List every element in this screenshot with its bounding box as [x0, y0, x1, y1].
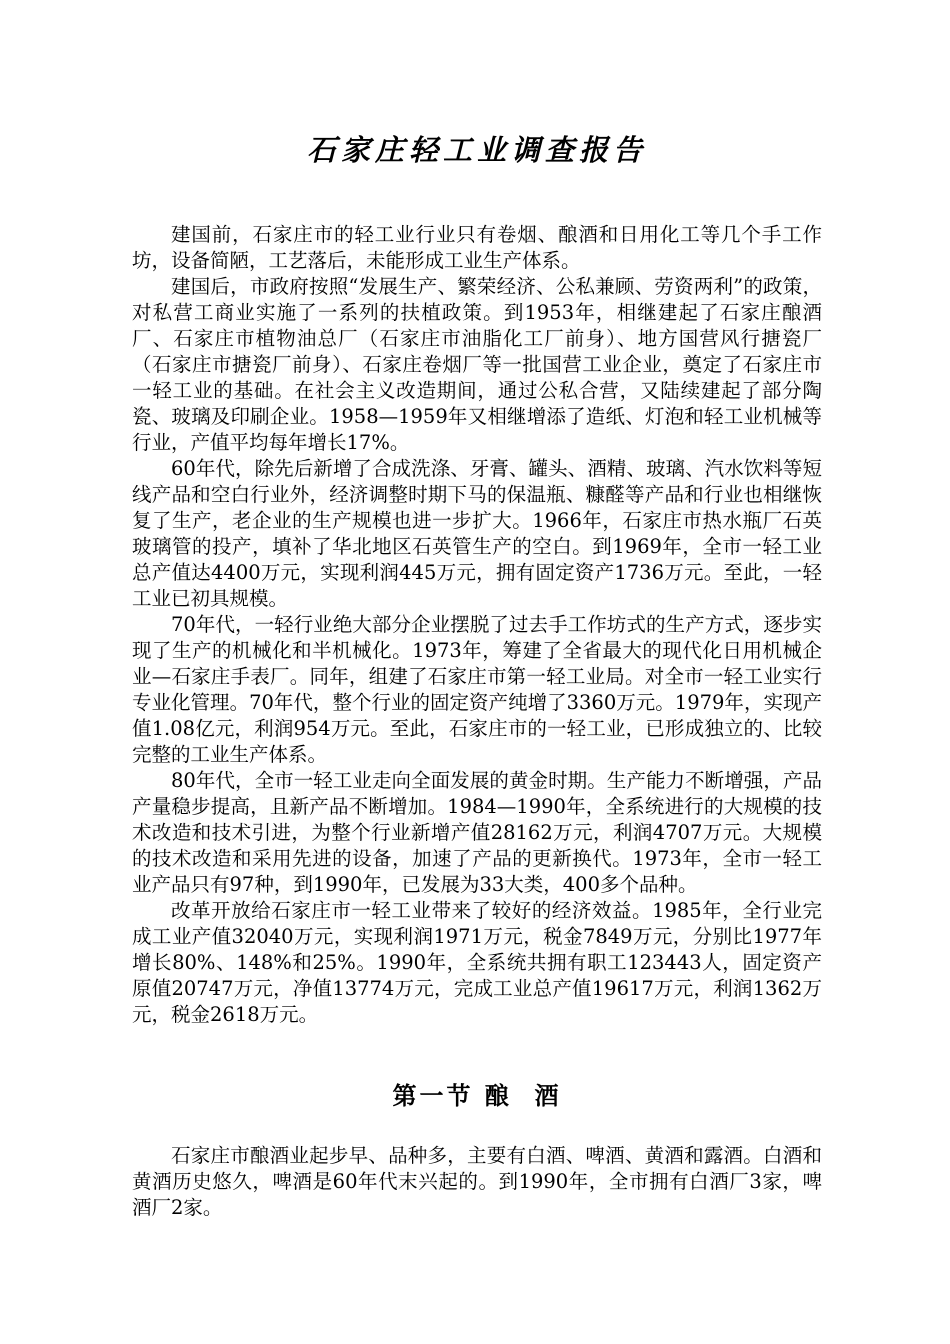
paragraph-1980s: 80年代，全市一轻工业走向全面发展的黄金时期。生产能力不断增强，产品产量稳步提高，且新产品不断增加。1984—1990年，全系统进行的大规模的技术改造和技术引进，为整个行业新增产值28162万元，利润4707万元。大规模的技术改造和采用先进的设备，加速了产品的更新换代。1973年，全市一轻工业产品只有97种，到1990年，已发展为33大类，400多个品种。 — [132, 769, 822, 896]
paragraph-1970s: 70年代，一轻行业绝大部分企业摆脱了过去手工作坊式的生产方式，逐步实现了生产的机械化和半机械化。1973年，筹建了全省最大的现代化日用机械企业—石家庄手表厂。同年，组建了石家庄市第一轻工业局。对全市一轻工业实行专业化管理。70年代，整个行业的固定资产纯增了3360万元。1979年，实现产值1.08亿元，利润954万元。至此，石家庄市的一轻工业，已形成独立的、比较完整的工业生产体系。 — [132, 613, 822, 766]
report-body — [132, 222, 822, 1028]
paragraph-post-1949: 建国后，市政府按照“发展生产、繁荣经济、公私兼顾、劳资两利”的政策，对私营工商业实施了一系列的扶植政策。到1953年，相继建起了石家庄酿酒厂、石家庄市植物油总厂（石家庄市油脂化工厂前身）、地方国营风行搪瓷厂（石家庄市搪瓷厂前身）、石家庄卷烟厂等一批国营工业企业，奠定了石家庄市一轻工业的基础。在社会主义改造期间，通过公私合营，又陆续建起了部分陶瓷、玻璃及印刷企业。1958—1959年又相继增添了造纸、灯泡和轻工业机械等行业，产值平均每年增长17%。 — [132, 275, 822, 454]
paragraph-reform: 改革开放给石家庄市一轻工业带来了较好的经济效益。1985年，全行业完成工业产值32040万元，实现利润1971万元，税金7849万元，分别比1977年增长80%、148%和25%。1990年，全系统共拥有职工123443人，固定资产原值20747万元，净值13774万元，完成工业总产值19617万元，利润1362万元，税金2618万元。 — [132, 899, 822, 1026]
section-body-brewing — [132, 1143, 822, 1221]
paragraph-pre-1949: 建国前，石家庄市的轻工业行业只有卷烟、酿酒和日用化工等几个手工作坊，设备简陋，工艺落后，未能形成工业生产体系。 — [132, 223, 822, 272]
section-title-brewing: 第一节 酿 酒 — [392, 1081, 562, 1110]
paragraph-1960s: 60年代，除先后新增了合成洗涤、牙膏、罐头、酒精、玻璃、汽水饮料等短线产品和空白行业外，经济调整时期下马的保温瓶、糠醛等产品和行业也相继恢复了生产，老企业的生产规模也进一步扩大。1966年，石家庄市热水瓶厂石英玻璃管的投产，填补了华北地区石英管生产的空白。到1969年，全市一轻工业总产值达4400万元，实现利润445万元，拥有固定资产1736万元。至此，一轻工业已初具规模。 — [132, 457, 822, 610]
paragraph-brewing-intro: 石家庄市酿酒业起步早、品种多，主要有白酒、啤酒、黄酒和露酒。白酒和黄酒历史悠久，啤酒是60年代末兴起的。到1990年，全市拥有白酒厂3家，啤酒厂2家。 — [132, 1144, 822, 1219]
document-title: 石家庄轻工业调查报告 — [306, 133, 647, 167]
